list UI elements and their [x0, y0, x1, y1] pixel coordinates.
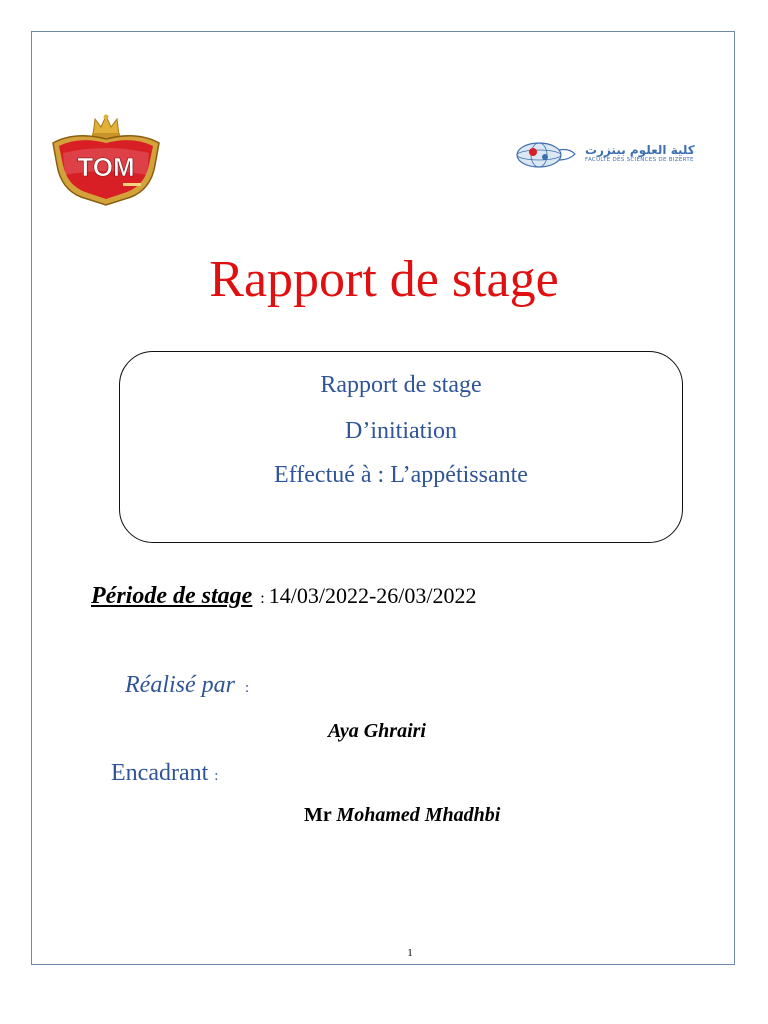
faculty-french-name: FACULTE DES SCIENCES DE BIZERTE: [585, 157, 694, 163]
period-separator: :: [260, 590, 265, 607]
supervisor-name: [304, 804, 500, 827]
supervisor-heading: [111, 760, 218, 787]
faculty-logo: [515, 140, 705, 170]
page-title: Rapport de stage: [209, 251, 559, 308]
realised-by-label: Réalisé par: [125, 672, 235, 698]
faculty-arabic-name: كلية العلوم ببنزرت: [585, 143, 695, 157]
box-line-company: Effectué à : L’appétissante: [274, 462, 528, 488]
period-value: 14/03/2022-26/03/2022: [268, 583, 477, 608]
info-box: [119, 351, 683, 543]
realised-by: [125, 672, 249, 699]
box-line-report: Rapport de stage: [320, 372, 482, 398]
realised-by-separator: :: [244, 680, 250, 696]
svg-text:TOM: TOM: [77, 152, 135, 182]
supervisor-label: Encadrant: [111, 760, 209, 786]
supervisor-title: Mr: [304, 804, 332, 826]
supervisor-separator: :: [214, 768, 219, 784]
globe-icon: [515, 140, 577, 170]
crown-icon: [92, 115, 120, 139]
student-name: Aya Ghrairi: [328, 720, 426, 742]
supervisor-full-name: Mohamed Mhadhbi: [336, 804, 501, 826]
box-line-type: D’initiation: [345, 418, 457, 444]
tom-logo: [45, 113, 167, 210]
page-number: 1: [407, 947, 413, 959]
internship-period: [91, 583, 477, 610]
period-label: Période de stage: [91, 583, 253, 609]
